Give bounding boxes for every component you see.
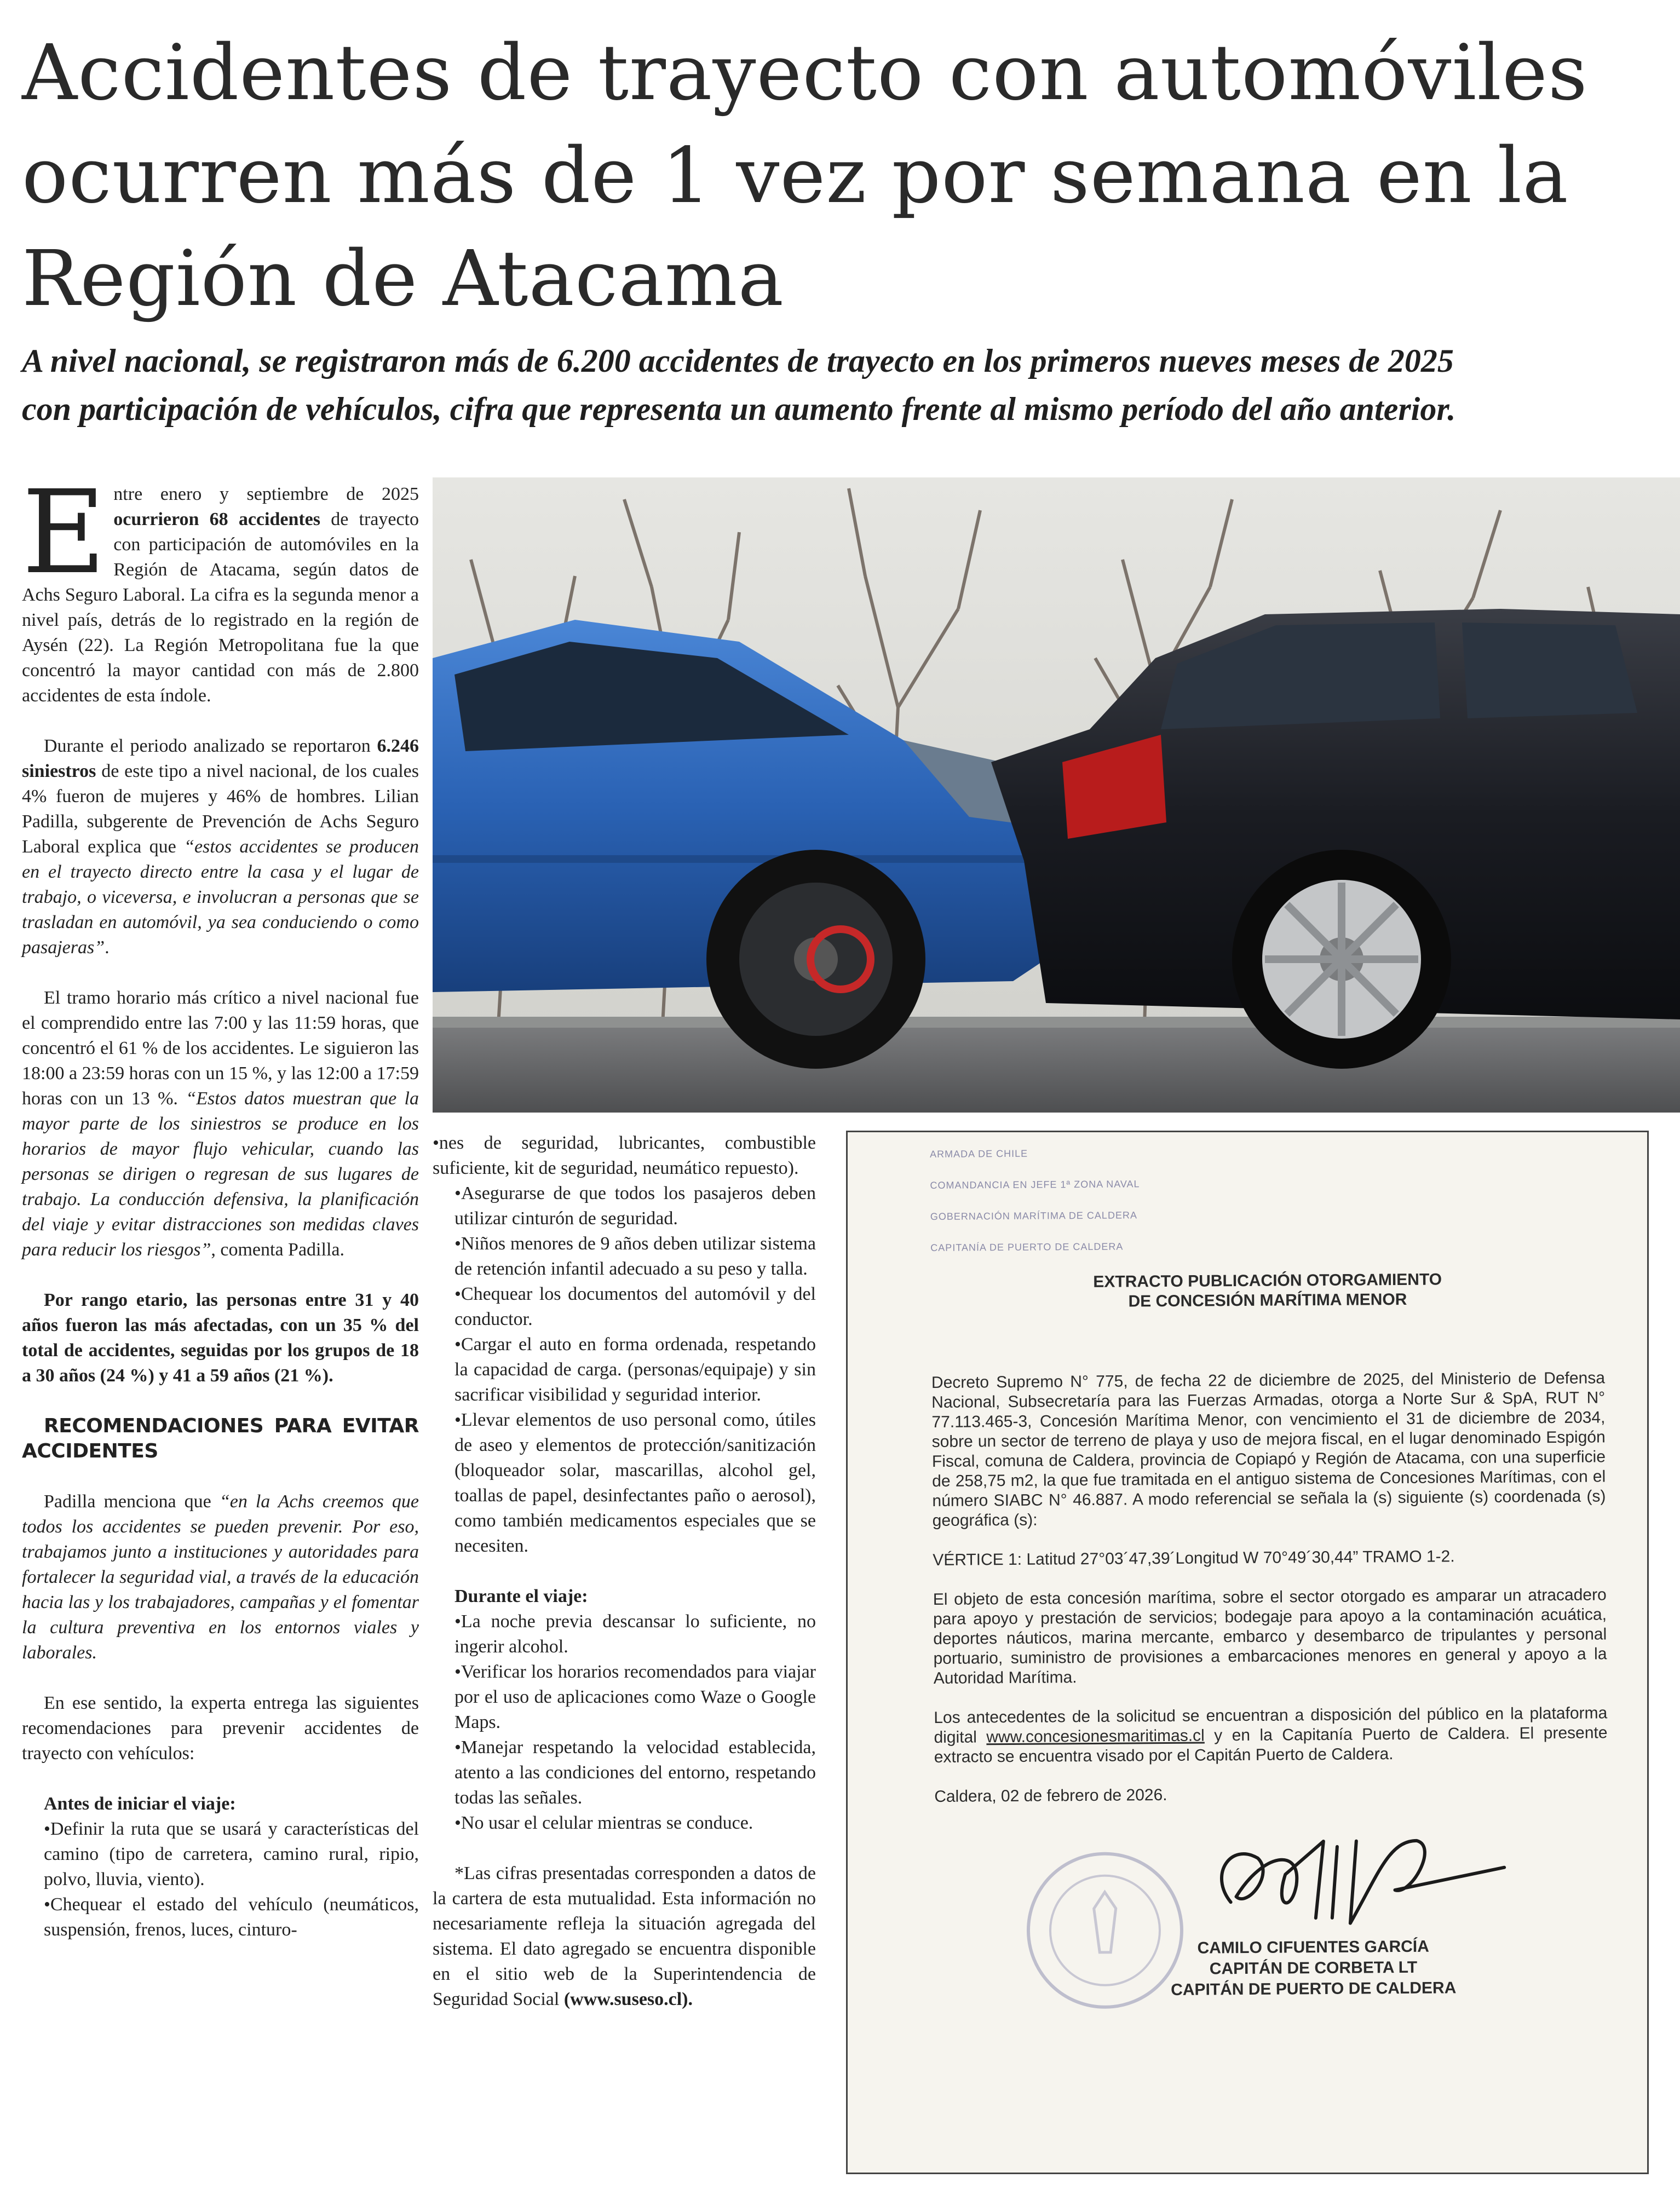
national-quote: “estos accidentes se producen en el trayecto directo entre la casa y el lugar de trabajo, o viceversa, e involucran a personas que se trasladan en automóvil, ya sea conduciendo o como pasajeras” bbox=[22, 837, 419, 958]
article-column-2 bbox=[433, 1131, 816, 2037]
notice-title-2: DE CONCESIÓN MARÍTIMA MENOR bbox=[1128, 1290, 1407, 1311]
intro-text-a: ntre enero y septiembre de 2025 bbox=[113, 484, 419, 504]
records-text-b: y en la Capitanía Puerto de Caldera. El presente extracto se encuentra visado por el Capitán Puerto de Caldera. bbox=[934, 1724, 1608, 1766]
car-crash-illustration bbox=[433, 477, 1680, 1113]
headline-line-2: ocurren más de 1 vez por semana en la bbox=[22, 131, 1569, 221]
paragraph-intro bbox=[22, 465, 419, 708]
list-item: • Llevar elementos de uso personal como, útiles de aseo y elementos de protección/sanitización (bloqueador solar, mascarillas, alcohol gel, toallas de papel, desinfectantes paño o aerosol), como también medicamentos especiales que se necesiten. bbox=[433, 1408, 816, 1559]
notice-vertex: VÉRTICE 1: Latitud 27°03´47,39´Longitud W 70°49´30,44” TRAMO 1-2. bbox=[933, 1547, 1455, 1569]
subheadline-line-1: A nivel nacional, se registraron más de 6.200 accidentes de trayecto en los primeros nueves meses de 2025 bbox=[22, 343, 1454, 379]
list-item: • Chequear los documentos del automóvil y del conductor. bbox=[433, 1282, 816, 1332]
records-text-a: Los antecedentes de la solicitud se encuentran a disposición del público en la plataforma digital bbox=[934, 1704, 1608, 1747]
list-item: • Asegurarse de que todos los pasajeros deben utilizar cinturón de seguridad. bbox=[433, 1181, 816, 1231]
signature-block bbox=[1143, 1936, 1483, 2001]
paragraph-schedule bbox=[22, 986, 419, 1263]
concessions-link[interactable]: www.concesionesmaritimas.cl bbox=[986, 1726, 1205, 1747]
signer-name: CAMILO CIFUENTES GARCÍA bbox=[1197, 1937, 1429, 1957]
list-item: • La noche previa descansar lo suficiente, no ingerir alcohol. bbox=[433, 1609, 816, 1660]
list-item: • Verificar los horarios recomendados para viajar por el uso de aplicaciones como Waze o Google Maps. bbox=[433, 1660, 816, 1735]
car-crash-photo bbox=[433, 477, 1680, 1113]
list-item: • No usar el celular mientras se conduce. bbox=[433, 1811, 816, 1836]
list-item: • Chequear el estado del vehículo (neumáticos, suspensión, frenos, luces, cinturo- bbox=[22, 1892, 419, 1943]
padilla-text-a: Padilla menciona que bbox=[44, 1491, 220, 1512]
list-item: • Manejar respetando la velocidad establecida, atento a las condiciones del entorno, respetando todas las señales. bbox=[433, 1735, 816, 1811]
schedule-text-a: El tramo horario más crítico a nivel nacional fue el comprendido entre las 7:00 y las 11:59 horas, que concentró el 61 % de los accidentes. Le siguieron las 18:00 a 23:59 horas con un 15 %, y las 12:00 a 17:59 horas con un 13 %. bbox=[22, 988, 419, 1109]
signer-position: CAPITÁN DE PUERTO DE CALDERA bbox=[1171, 1979, 1457, 1999]
article-column-1 bbox=[22, 465, 419, 1943]
handwritten-signature bbox=[1197, 1807, 1527, 1940]
legal-notice bbox=[846, 1131, 1649, 2174]
paragraph-age bbox=[22, 1288, 419, 1388]
before-trip-title: Antes de iniciar el viaje: bbox=[44, 1794, 236, 1814]
headline-line-1: Accidentes de trayecto con automóviles bbox=[22, 28, 1588, 118]
list-item: • Definir la ruta que se usará y características del camino (tipo de carretera, camino rural, ripio, polvo, lluvia, viento). bbox=[22, 1817, 419, 1892]
signer-rank: CAPITÁN DE CORBETA LT bbox=[1209, 1958, 1418, 1978]
paragraph-national bbox=[22, 734, 419, 960]
schedule-quote: “Estos datos muestran que la mayor parte de los siniestros se produce en los horarios de mayor flujo vehicular, cuando las personas se dirigen o regresan de sus lugares de trabajo. La conducción defensiva, la planificación del viaje y evitar distracciones son medidas claves para reducir los riesgos” bbox=[22, 1088, 419, 1260]
schedule-text-b: , comenta Padilla. bbox=[211, 1240, 344, 1260]
legal-notice-content bbox=[930, 1144, 1608, 1999]
notice-title-1: EXTRACTO PUBLICACIÓN OTORGAMIENTO bbox=[1093, 1270, 1442, 1291]
age-bold: Por rango etario, las personas entre 31 y 40 años fueron las más afectadas, con un 35 % del total de accidentes, seguidas por los grupos de 18 a 30 años (24 %) y 41 a 59 años (21 %). bbox=[22, 1290, 419, 1386]
paragraph-padilla bbox=[22, 1489, 419, 1666]
notice-decree: Decreto Supremo N° 775, de fecha 22 de diciembre de 2025, del Ministerio de Defensa Nacional, Subsecretaría para las Fuerzas Armadas, otorga a Norte Sur & SpA, RUT N° 77.113.465-3, Concesión Marítima Menor, con vencimiento el 31 de diciembre de 2034, sobre un sector de terreno de playa y uso de mejora fiscal, en el lugar denominado Espigón Fiscal, comuna de Caldera, provincia de Copiapó y Región de Atacama, con una superficie de 258,75 m2, la que fue tramitada en el antiguo sistema de Concesiones Marítimas, con el número SIABC N° 46.887. A modo referencial se señala la (s) siguiente (s) coordenada (s) geográfica (s): bbox=[931, 1369, 1606, 1530]
recommendations-title: RECOMENDACIONES PARA EVITAR ACCIDENTES bbox=[22, 1415, 419, 1462]
notice-records bbox=[934, 1703, 1608, 1767]
during-trip-title: Durante el viaje: bbox=[454, 1586, 588, 1606]
national-text-a: Durante el periodo analizado se reportaron bbox=[44, 736, 377, 756]
subheadline-line-2: con participación de vehículos, cifra que representa un aumento frente al mismo período del año anterior. bbox=[22, 391, 1456, 427]
list-item bbox=[433, 1131, 816, 1181]
padilla-quote: “en la Achs creemos que todos los accidentes se pueden prevenir. Por eso, trabajamos junto a instituciones y autoridades para fortalecer la seguridad vial, a través de la educación hacia las y los trabajadores, campañas y el fomentar la cultura preventiva en los entornos viales y laborales. bbox=[22, 1491, 419, 1663]
national-bold: 6.246 siniestros bbox=[22, 736, 419, 781]
footnote-source: (www.suseso.cl). bbox=[563, 1989, 693, 2009]
stamp-header bbox=[930, 1144, 1604, 1254]
headline-line-3: Región de Atacama bbox=[22, 234, 785, 324]
stamp-line: ARMADA DE CHILE bbox=[930, 1148, 1028, 1160]
intro-text-b: de trayecto con participación de automóviles en la Región de Atacama, según datos de Achs Seguro Laboral. La cifra es la segunda menor a nivel país, detrás de lo registrado en la región de Aysén (22). La Región Metropolitana fue la que concentró la mayor cantidad con más de 2.800 accidentes de esta índole. bbox=[22, 509, 419, 706]
headline bbox=[22, 22, 1659, 331]
list-item-continuation: nes de seguridad, lubricantes, combustible suficiente, kit de seguridad, neumático repuesto). bbox=[433, 1133, 816, 1178]
national-text-c: . bbox=[105, 937, 110, 958]
notice-object: El objeto de esta concesión marítima, sobre el sector otorgado es amparar un atracadero para apoyo y prestación de servicios; bodegaje para apoyo a la contaminación acuática, deportes náuticos, marina mercante, embarco y desembarco de tripulantes y personal portuario, suministro de provisiones a embarcaciones menores en general y apoyo a la Autoridad Marítima. bbox=[933, 1586, 1607, 1687]
drop-cap: E bbox=[22, 465, 106, 600]
paragraph-expert: En ese sentido, la experta entrega las siguientes recomendaciones para prevenir accidentes de trayecto con vehículos: bbox=[22, 1693, 419, 1764]
stamp-line: COMANDANCIA EN JEFE 1ª ZONA NAVAL bbox=[930, 1178, 1140, 1191]
curb bbox=[433, 1017, 1680, 1028]
footnote-text: *Las cifras presentadas corresponden a datos de la cartera de esta mutualidad. Esta información no necesariamente refleja la situación agregada del sistema. El dato agregado se encuentra disponible en el sitio web de la Superintendencia de Seguridad Social bbox=[433, 1863, 816, 2009]
stamp-line: CAPITANÍA DE PUERTO DE CALDERA bbox=[930, 1241, 1124, 1253]
list-item: • Niños menores de 9 años deben utilizar sistema de retención infantil adecuado a su peso y talla. bbox=[433, 1231, 816, 1282]
footnote bbox=[433, 1861, 816, 2012]
national-text-b: de este tipo a nivel nacional, de los cuales 4% fueron de mujeres y 46% de hombres. Lilian Padilla, subgerente de Prevención de Achs Seguro Laboral explica que bbox=[22, 761, 419, 857]
list-item: • Cargar el auto en forma ordenada, respetando la capacidad de carga. (personas/equipaje) y sin sacrificar visibilidad y seguridad interior. bbox=[433, 1332, 816, 1408]
stamp-line: GOBERNACIÓN MARÍTIMA DE CALDERA bbox=[930, 1209, 1137, 1222]
road bbox=[433, 1025, 1680, 1113]
subheadline bbox=[22, 337, 1659, 433]
notice-date: Caldera, 02 de febrero de 2026. bbox=[934, 1786, 1167, 1806]
intro-bold: ocurrieron 68 accidentes bbox=[113, 509, 320, 529]
